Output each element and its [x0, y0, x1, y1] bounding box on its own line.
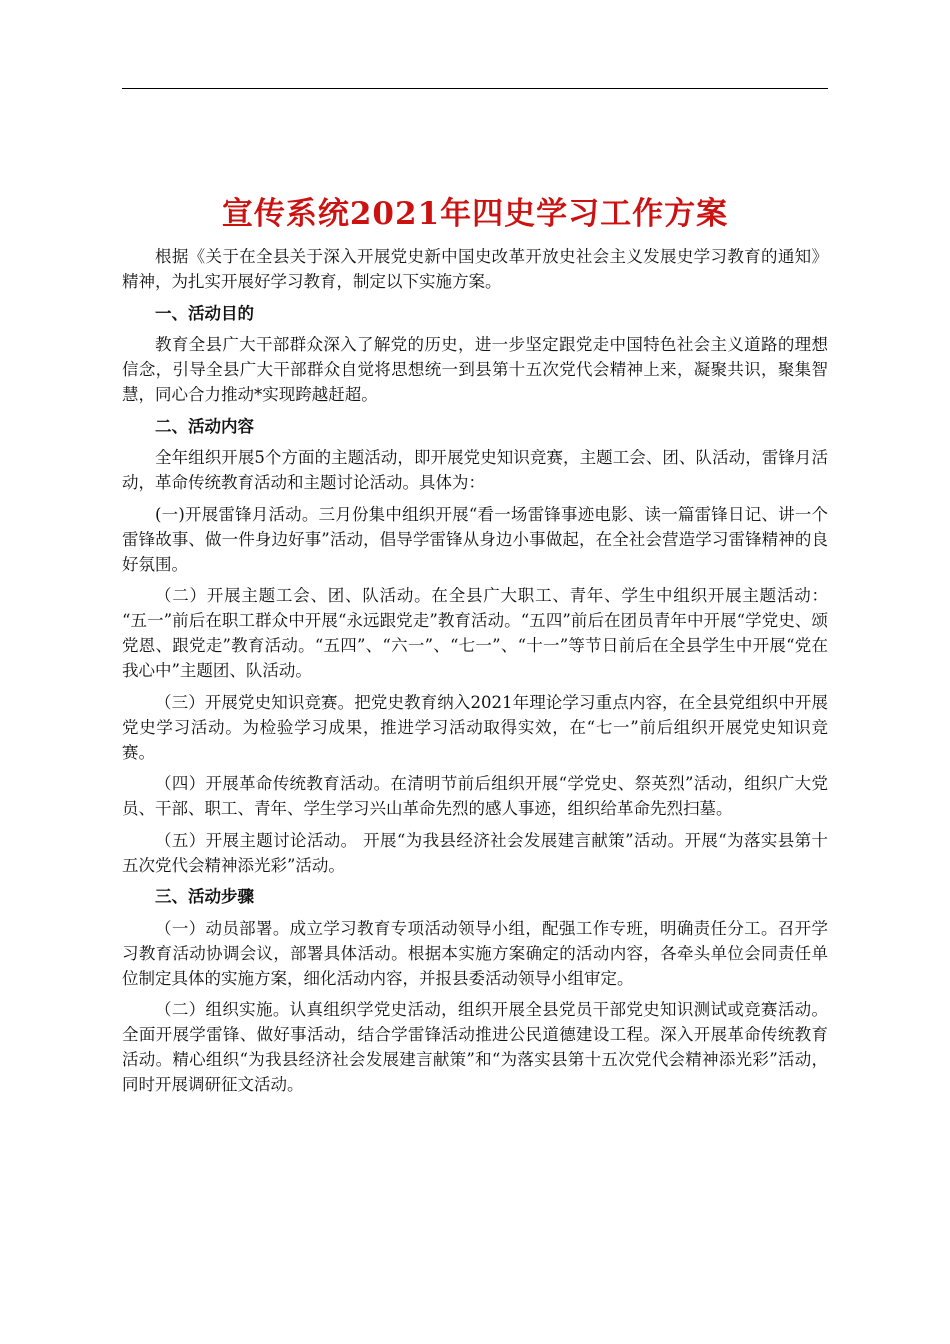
document-body [122, 244, 828, 1104]
section-2-paragraph-5: （四）开展革命传统教育活动。在清明节前后组织开展“学党史、祭英烈”活动，组织广大党员、干部、职工、青年、学生学习兴山革命先烈的感人事迹，组织给革命先烈扫墓。 [122, 774, 828, 818]
section-3-paragraph-1: （一）动员部署。成立学习教育专项活动领导小组，配强工作专班，明确责任分工。召开学习教育活动协调会议，部署具体活动。根据本实施方案确定的活动内容，各牵头单位会同责任单位制定具体的实施方案，细化活动内容，并报县委活动领导小组审定。 [122, 918, 828, 988]
section-2-paragraph-6: （五）开展主题讨论活动。 开展“为我县经济社会发展建言献策”活动。开展“为落实县第十五次党代会精神添光彩”活动。 [122, 830, 828, 875]
section-1-paragraph: 教育全县广大干部群众深入了解党的历史，进一步坚定跟党走中国特色社会主义道路的理想信念，引导全县广大干部群众自觉将思想统一到县第十五次党代会精神上来，凝聚共识，聚集智慧，同心合力推动*实现跨越赶超。 [122, 335, 828, 404]
intro-paragraph: 根据《关于在全县关于深入开展党史新中国史改革开放史社会主义发展史学习教育的通知》精神，为扎实开展好学习教育，制定以下实施方案。 [122, 247, 828, 291]
section-2-paragraph-1: 全年组织开展5个方面的主题活动，即开展党史知识竞赛，主题工会、团、队活动，雷锋月活动，革命传统教育活动和主题讨论活动。具体为： [122, 448, 828, 492]
section-2-paragraph-3: （二）开展主题工会、团、队活动。在全县广大职工、青年、学生中组织开展主题活动： “五一”前后在职工群众中开展“永远跟党走”教育活动。“五四”前后在团员青年中开展“学党史、颂党恩、跟党走”教育活动。“五四”、“六一”、“七一”、“十一”等节日前后在全县学生中开展“党在我心中”主题团、队活动。 [122, 586, 828, 680]
document-title: 宣传系统2021年四史学习工作方案 [221, 196, 729, 232]
section-2-paragraph-2: (一)开展雷锋月活动。三月份集中组织开展“看一场雷锋事迹电影、读一篇雷锋日记、讲一个雷锋故事、做一件身边好事”活动，倡导学雷锋从身边小事做起，在全社会营造学习雷锋精神的良好氛围。 [122, 504, 828, 574]
header-rule [122, 88, 828, 89]
section-3-paragraph-2: （二）组织实施。认真组织学党史活动，组织开展全县党员干部党史知识测试或竞赛活动。全面开展学雷锋、做好事活动，结合学雷锋活动推进公民道德建设工程。深入开展革命传统教育活动。精心组织“为我县经济社会发展建言献策”和“为落实县第十五次党代会精神添光彩”活动，同时开展调研征文活动。 [122, 1000, 828, 1094]
section-2-heading: 二、活动内容 [155, 416, 254, 436]
section-3-heading: 三、活动步骤 [155, 887, 254, 906]
section-2-paragraph-4: （三）开展党史知识竞赛。把党史教育纳入2021年理论学习重点内容，在全县党组织中开展党史学习活动。为检验学习成果，推进学习活动取得实效，在“七一”前后组织开展党史知识竞赛。 [122, 692, 828, 762]
section-1-heading: 一、活动目的 [155, 303, 254, 323]
